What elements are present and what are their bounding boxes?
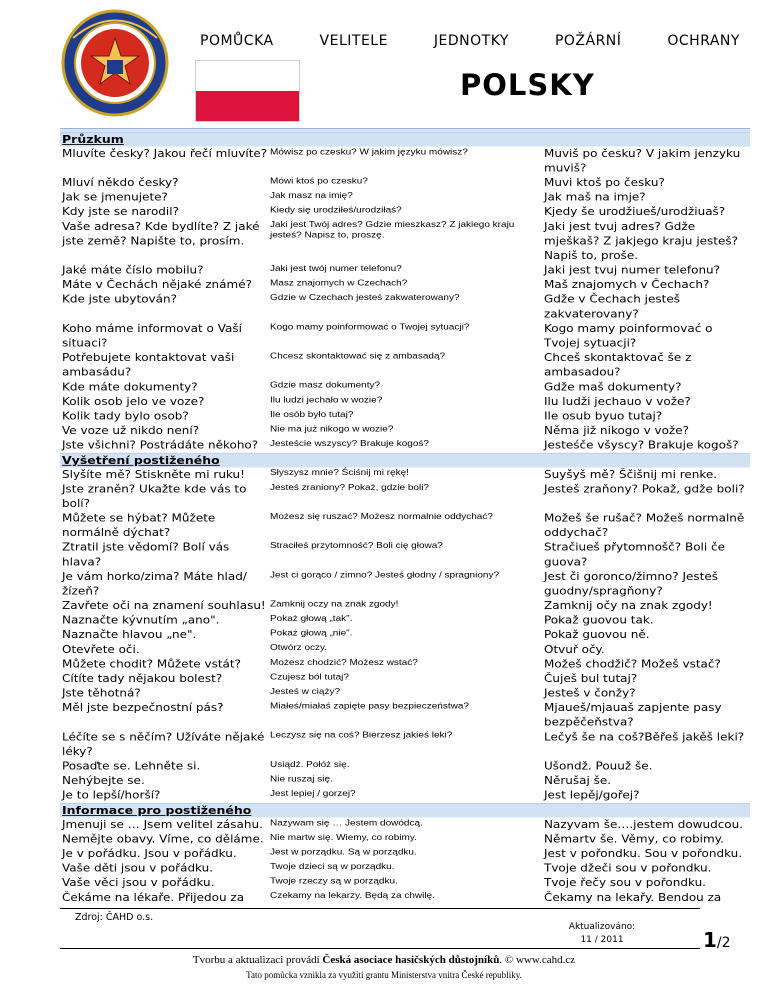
czech-phrase: Otevřete oči.	[62, 643, 140, 656]
phrase-row	[60, 467, 750, 482]
pronunciation: Čuješ bul tutaj?	[544, 672, 638, 685]
pronunciation: Kogo mamy poinformovać o Tvojej sytuacji?	[544, 322, 713, 350]
phrase-row	[60, 686, 750, 701]
czech-phrase: Ztratil jste vědomí? Bolí vás hlava?	[62, 541, 230, 568]
pronunciation: Jesteš zraňony? Pokaž, gdže boli?	[544, 482, 745, 495]
czech-phrase: Potřebujete kontaktovat vaši ambasádu?	[62, 351, 235, 379]
polish-phrase: Nie ma już nikogo w wozie?	[270, 424, 394, 435]
phrase-row	[60, 511, 750, 540]
pronunciation: Suyšyš mě? Ščišnij mi renke.	[544, 468, 718, 481]
page-current: 1	[703, 928, 717, 952]
pronunciation: Tvoje džeči sou v pořondku.	[544, 862, 712, 875]
phrase-row	[60, 482, 750, 511]
section-heading: Vyšetření postiženého	[60, 453, 750, 468]
phrase-row	[60, 599, 750, 614]
phrase-row	[60, 438, 750, 453]
polish-phrase: Jesteście wszyscy? Brakuje kogoś?	[270, 439, 429, 449]
phrase-row	[60, 613, 750, 628]
polish-phrase: Jesteś w ciąży?	[270, 687, 341, 697]
phrase-row	[60, 278, 750, 293]
source-note: Zdroj: ČAHD o.s.	[75, 912, 154, 923]
phrase-table	[60, 132, 750, 905]
czech-phrase: Naznačte hlavou „ne".	[62, 628, 197, 641]
polish-phrase: Słyszysz mnie? Ściśnij mi rękę!	[270, 468, 409, 478]
phrase-row	[60, 424, 750, 439]
czech-phrase: Zavřete oči na znamení souhlasu!	[62, 599, 266, 612]
polish-phrase: Chcesz skontaktować się z ambasadą?	[270, 351, 446, 362]
updated-date: 11 / 2011	[580, 935, 624, 945]
phrase-row	[60, 832, 750, 847]
czech-phrase: Naznačte kývnutím „ano".	[62, 614, 220, 627]
czech-phrase: Koho máme informovat o Vaší situaci?	[62, 322, 242, 350]
pronunciation: Pokaž guovou ně.	[544, 628, 650, 641]
pronunciation: Kjedy še urodžiueš/urodžiuaš?	[544, 205, 726, 218]
phrase-row	[60, 147, 750, 176]
polish-phrase: Mówi ktoś po czesku?	[270, 176, 368, 187]
czech-phrase: Můžete se hýbat? Můžete normálně dýchat?	[62, 512, 216, 539]
polish-phrase: Jaki jest Twój adres? Gdzie mieszkasz? Z jakiego kraju jesteś? Napisz to, proszę.	[270, 220, 515, 241]
phrase-row	[60, 190, 750, 205]
pronunciation: Pokaž guovou tak.	[544, 614, 654, 627]
footer-credit-org: Česká asociace hasičských důstojníků	[322, 954, 500, 966]
polish-phrase: Ile osób było tutaj?	[270, 409, 354, 420]
title-word: VELITELE	[319, 33, 388, 49]
czech-phrase: Mluví někdo česky?	[62, 176, 179, 189]
polish-phrase: Jest w porządku. Są w porządku.	[270, 847, 417, 858]
phrase-row	[60, 847, 750, 862]
polish-phrase: Pokaż głową „tak".	[270, 614, 353, 624]
title-word: OCHRANY	[667, 33, 740, 49]
page-total: /2	[716, 935, 731, 951]
polish-phrase: Mówisz po czesku? W jakim języku mówisz?	[270, 147, 468, 157]
title-word: JEDNOTKY	[433, 33, 509, 49]
pronunciation: Něma již nikogo v vože?	[544, 424, 689, 437]
czech-phrase: Vaše adresa? Kde bydlíte? Z jaké jste země? Napište to, prosím.	[62, 220, 260, 247]
czech-phrase: Je v pořádku. Jsou v pořádku.	[62, 847, 237, 860]
pronunciation: Maš znajomych v Čechach?	[544, 278, 710, 291]
czech-phrase: Jmenuji se … Jsem velitel zásahu.	[62, 818, 263, 831]
polish-phrase: Jest ci gorąco / zimno? Jesteś głodny / spragniony?	[270, 570, 500, 580]
phrase-row	[60, 876, 750, 891]
polish-flag-icon	[195, 60, 300, 122]
pronunciation: Jaki jest tvuj adres? Gdže mješkaš? Z jakjego kraju jesteš? Napiš to, proše.	[544, 220, 739, 262]
pronunciation: Stračiueš přytomnošč? Boli če guova?	[544, 541, 726, 568]
section-heading: Průzkum	[60, 132, 750, 147]
updated-label: Aktualizováno:	[568, 922, 636, 932]
polish-phrase: Pokaż głową „nie".	[270, 628, 353, 639]
czech-phrase: Nehýbejte se.	[62, 774, 145, 787]
polish-phrase: Czujesz ból tutaj?	[270, 672, 349, 682]
pronunciation: Lečyš še na coš?Běřeš jakěš leki?	[544, 730, 745, 743]
phrase-row	[60, 788, 750, 803]
czech-phrase: Slyšíte mě? Stiskněte mi ruku!	[62, 468, 245, 481]
pronunciation: Jest lepěj/gořej?	[544, 789, 640, 802]
pronunciation: Jest v pořondku. Sou v pořondku.	[544, 847, 743, 860]
polish-phrase: Leczysz się na coś? Bierzesz jakieś leki?	[270, 730, 453, 741]
flag-red-stripe	[196, 91, 299, 121]
page-number	[703, 928, 731, 952]
czech-phrase: Jak se jmenujete?	[62, 191, 168, 204]
czech-phrase: Měl jste bezpečnostní pás?	[62, 701, 224, 714]
footer-credit-pre: Tvorbu a aktualizaci provádí	[192, 954, 323, 966]
polish-phrase: Gdzie w Czechach jesteś zakwaterowany?	[270, 293, 460, 303]
pronunciation: Možeš chodžič? Možeš vstač?	[544, 657, 721, 670]
czech-phrase: Vaše děti jsou v pořádku.	[62, 862, 214, 875]
polish-phrase: Nie martw się. Wiemy, co robimy.	[270, 832, 417, 843]
phrase-row	[60, 774, 750, 789]
czech-phrase: Posaďte se. Lehněte si.	[62, 760, 201, 773]
polish-phrase: Jak masz na imię?	[270, 191, 353, 201]
pronunciation: Ušondž. Pouuž še.	[544, 760, 653, 773]
phrase-row	[60, 395, 750, 410]
polish-phrase: Kiedy się urodziłeś/urodziłaś?	[270, 205, 402, 216]
polish-phrase: Nazywam się … Jestem dowódcą.	[270, 818, 423, 828]
phrase-row	[60, 205, 750, 220]
language-title: POLSKY	[460, 68, 595, 102]
polish-phrase: Straciłeś przytomność? Boli cię głowa?	[270, 541, 443, 551]
document-title	[200, 33, 740, 51]
polish-phrase: Otwórz oczy.	[270, 643, 328, 653]
czech-phrase: Jste těhotná?	[62, 687, 141, 700]
footer-grant-note: Tato pomůcka vznikla za využití grantu Ministerstva vnitra České republiky.	[246, 970, 522, 980]
phrase-row	[60, 672, 750, 687]
polish-phrase: Masz znajomych w Czechach?	[270, 278, 408, 289]
phrase-row	[60, 759, 750, 774]
phrase-row	[60, 351, 750, 380]
czech-phrase: Je to lepší/horší?	[62, 789, 161, 802]
phrase-row	[60, 701, 750, 730]
pronunciation: Otvuř očy.	[544, 643, 605, 656]
pronunciation: Muviš po česku? V jakim jenzyku muviš?	[544, 147, 741, 175]
czech-phrase: Mluvíte česky? Jakou řečí mluvíte?	[62, 147, 268, 160]
phrase-row	[60, 861, 750, 876]
firefighters-association-emblem-icon	[55, 8, 175, 118]
phrase-row	[60, 657, 750, 672]
pronunciation: Jak maš na imje?	[544, 191, 646, 204]
czech-phrase: Jaké máte číslo mobilu?	[62, 264, 204, 277]
polish-phrase: Usiądź. Połóż się.	[270, 760, 350, 770]
polish-phrase: Możesz chodzić? Możesz wstać?	[270, 657, 418, 668]
czech-phrase: Kde jste ubytován?	[62, 293, 177, 306]
pronunciation: Gdže v Čechach jesteš zakvaterovany?	[544, 293, 680, 320]
phrase-row	[60, 380, 750, 395]
pronunciation: Muvi ktoš po česku?	[544, 176, 665, 189]
czech-phrase: Vaše věci jsou v pořádku.	[62, 876, 215, 889]
phrase-row	[60, 220, 750, 264]
pronunciation: Jesteśče všyscy? Brakuje kogoš?	[544, 439, 739, 452]
title-word: POMŮCKA	[200, 33, 274, 49]
pronunciation: Čekamy na lekařy. Bendou za	[544, 891, 722, 904]
phrase-row	[60, 818, 750, 833]
pronunciation: Něrušaj še.	[544, 774, 612, 787]
polish-phrase: Twoje dzieci są w porządku.	[270, 862, 395, 872]
pronunciation: Jesteš v čonžy?	[544, 687, 636, 700]
czech-phrase: Cítíte tady nějakou bolest?	[62, 672, 223, 685]
czech-phrase: Je vám horko/zima? Máte hlad/žízeň?	[62, 570, 247, 598]
pronunciation: Jest či goronco/žimno? Jesteš guodny/spragňony?	[544, 570, 718, 598]
czech-phrase: Čekáme na lékaře. Přijedou za	[62, 891, 245, 904]
czech-phrase: Kde máte dokumenty?	[62, 380, 198, 393]
footer-rule-2	[60, 948, 700, 949]
pronunciation: Chceš skontaktovač še z ambasadou?	[544, 351, 692, 379]
footer-credit-post: . © www.cahd.cz	[499, 954, 576, 966]
czech-phrase: Nemějte obavy. Víme, co děláme.	[62, 832, 264, 845]
phrase-row	[60, 540, 750, 569]
polish-phrase: Czekamy na lekarzy. Będą za chwilę.	[270, 891, 435, 901]
section-heading: Informace pro postiženého	[60, 803, 750, 818]
phrase-row	[60, 322, 750, 351]
footer-rule	[60, 908, 700, 909]
czech-phrase: Kolik osob jelo ve voze?	[62, 395, 205, 408]
polish-phrase: Zamknij oczy na znak zgody!	[270, 599, 399, 610]
pronunciation: Nazyvam še….jestem dowudcou.	[544, 818, 744, 831]
phrase-row	[60, 409, 750, 424]
footer-credit	[0, 954, 768, 966]
title-word: POŽÁRNÍ	[554, 33, 622, 49]
polish-phrase: Możesz się ruszać? Możesz normalnie oddychać?	[270, 512, 493, 522]
phrase-row	[60, 176, 750, 191]
polish-phrase: Kogo mamy poinformować o Twojej sytuacji?	[270, 322, 470, 332]
phrase-row	[60, 570, 750, 599]
phrase-row	[60, 628, 750, 643]
polish-phrase: Twoje rzeczy są w porządku.	[270, 876, 398, 887]
pronunciation: Němartv še. Věmy, co robimy.	[544, 832, 724, 845]
pronunciation: Ile osub byuo tutaj?	[544, 409, 663, 423]
pronunciation: Gdže maš dokumenty?	[544, 380, 682, 393]
pronunciation: Zamknij očy na znak zgody!	[544, 599, 713, 612]
czech-phrase: Ve voze už nikdo není?	[62, 424, 200, 437]
pronunciation: Jaki jest tvuj numer telefonu?	[544, 264, 721, 277]
polish-phrase: Jaki jest twój numer telefonu?	[270, 264, 402, 274]
phrase-row	[60, 263, 750, 278]
flag-white-stripe	[196, 61, 299, 91]
czech-phrase: Léčíte se s něčím? Užíváte nějaké léky?	[62, 730, 265, 758]
phrase-row	[60, 292, 750, 321]
pronunciation: Možeš še rušač? Možeš normalně oddychač?	[544, 512, 745, 539]
czech-phrase: Jste všichni? Postrádáte někoho?	[62, 439, 259, 452]
pronunciation: Mjaueš/mjauaš zapjente pasy bezpěčeňstva?	[544, 701, 722, 729]
phrase-row	[60, 730, 750, 759]
czech-phrase: Máte v Čechách nějaké známé?	[62, 278, 252, 291]
polish-phrase: Ilu ludzi jechało w wozie?	[270, 395, 383, 405]
czech-phrase: Kdy jste se narodil?	[62, 205, 179, 218]
polish-phrase: Miałeś/miałaś zapięte pasy bezpieczeństwa?	[270, 701, 469, 712]
polish-phrase: Jesteś zraniony? Pokaż, gdzie boli?	[270, 482, 429, 493]
phrase-row	[60, 890, 750, 905]
polish-phrase: Nie ruszaj się.	[270, 774, 333, 785]
pronunciation: Tvoje řečy sou v pořondku.	[544, 876, 706, 889]
czech-phrase: Jste zraněn? Ukažte kde vás to bolí?	[62, 482, 247, 510]
phrase-row	[60, 643, 750, 658]
polish-phrase: Gdzie masz dokumenty?	[270, 380, 381, 391]
pronunciation: Ilu ludži jechauo v vože?	[544, 395, 691, 408]
czech-phrase: Kolik tady bylo osob?	[62, 409, 189, 423]
polish-phrase: Jest lepiej / gorzej?	[270, 789, 356, 799]
czech-phrase: Můžete chodit? Můžete vstát?	[62, 657, 241, 670]
updated-block	[562, 921, 642, 947]
